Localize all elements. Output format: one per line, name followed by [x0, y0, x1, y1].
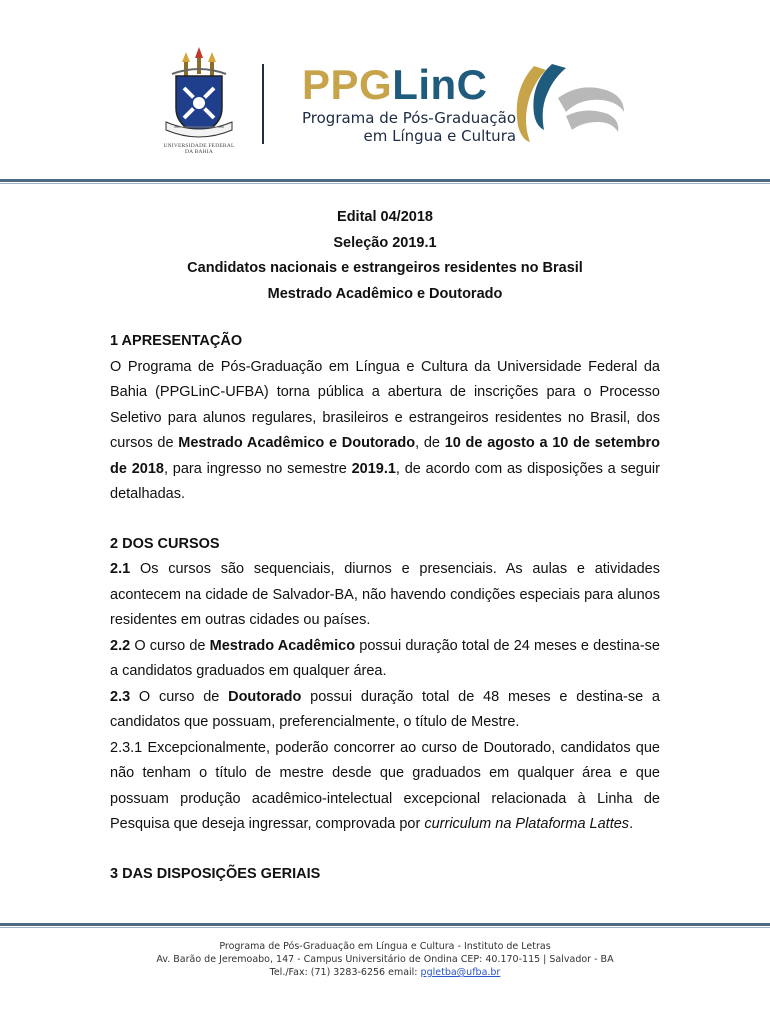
brand-linc: LinC [392, 61, 488, 108]
section-1-paragraph: O Programa de Pós-Graduação em Língua e Cultura da Universidade Federal da Bahia (PPGLinC-UFBA) torna pública a abertura de inscrições para o Processo Seletivo para alunos regulares, brasileiros e estrangeiros residentes no Brasil, dos cursos de Mestrado Acadêmico e Doutorado, de 10 de agosto a 10 de setembro de 2018, para ingresso no semestre 2019.1, de acordo com as disposições a seguir detalhadas. [110, 358, 660, 502]
header-rule [0, 179, 770, 182]
section-2-heading: 2 DOS CURSOS [110, 535, 220, 552]
footer-email-link[interactable]: pgletba@ufba.br [420, 967, 501, 978]
brand-subtitle-line2: em Língua e Cultura [363, 127, 517, 145]
document-body [110, 205, 660, 887]
item-2-1: 2.1 Os cursos são sequenciais, diurnos e presenciais. As aulas e atividades acontecem na cidade de Salvador-BA, não havendo condições especiais para alunos residentes em outras cidades ou países. [110, 561, 660, 628]
ufba-caption-line1: UNIVERSIDADE FEDERAL [163, 143, 235, 149]
ufba-caption [158, 143, 240, 155]
section-1-heading: 1 APRESENTAÇÃO [110, 333, 243, 349]
selection-title: Seleção 2019.1 [333, 234, 437, 251]
footer-line-2: Av. Barão de Jeremoabo, 147 - Campus Universitário de Ondina CEP: 40.170-115 | Salvador - BA [156, 954, 614, 965]
brand-subtitle-line1: Programa de Pós-Graduação [302, 109, 517, 127]
brand-ppg: PPG [302, 61, 393, 108]
footer-rule [0, 923, 770, 926]
edital-number: Edital 04/2018 [337, 209, 433, 225]
section-3-heading: 3 DAS DISPOSIÇÕES GERIAIS [110, 865, 321, 882]
header-rule-thin [0, 183, 770, 184]
ppglinc-wordmark [302, 62, 516, 108]
footer-line-3: Tel./Fax: (71) 3283-6256 email: pgletba@ufba.br [269, 967, 501, 978]
header-divider [262, 64, 264, 144]
footer [0, 940, 770, 979]
ufba-caption-line2: DA BAHIA [184, 149, 214, 155]
item-2-3: 2.3 O curso de Doutorado possui duração total de 48 meses e destina-se a candidatos que possuam, preferencialmente, o título de Mestre. [110, 688, 660, 730]
item-2-3-1: 2.3.1 Excepcionalmente, poderão concorrer ao curso de Doutorado, candidatos que não tenham o título de mestre desde que graduados em qualquer área e que possuam produção acadêmico-intelectual excepcional relacionada à Linha de Pesquisa que deseja ingressar, comprovada por curriculum na Plataforma Lattes. [110, 739, 660, 832]
ppglinc-swoosh-icon [508, 60, 628, 144]
courses-title: Mestrado Acadêmico e Doutorado [267, 285, 503, 302]
footer-line-1: Programa de Pós-Graduação em Língua e Cultura - Instituto de Letras [219, 941, 551, 952]
footer-rule-thin [0, 927, 770, 928]
ppglinc-logo [302, 62, 516, 144]
candidates-title: Candidatos nacionais e estrangeiros residentes no Brasil [187, 260, 583, 276]
ufba-crest-logo [162, 44, 236, 156]
item-2-2: 2.2 O curso de Mestrado Acadêmico possui duração total de 24 meses e destina-se a candidatos graduados em qualquer área. [110, 637, 660, 679]
letterhead [0, 0, 770, 180]
